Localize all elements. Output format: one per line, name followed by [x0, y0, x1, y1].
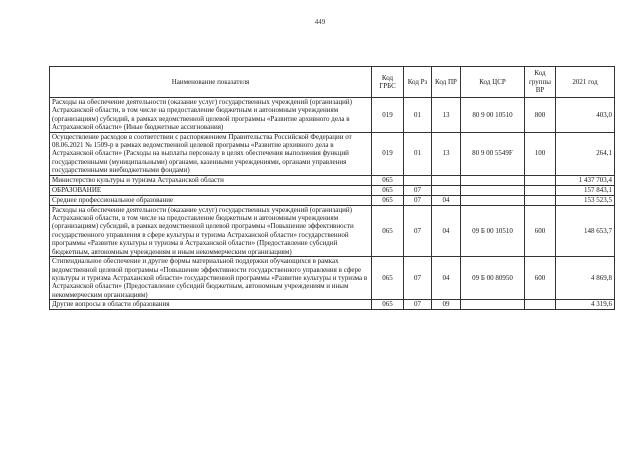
row-rz [404, 175, 432, 185]
header-year: 2021 год [556, 67, 615, 98]
row-name: Стипендиальное обеспечение и другие формы материальной поддержки обучающихся в рамках ведомственной целевой программы «Повышение эффективности государственного управления в сфере культуры и туризма Астраханской области» государственной программы «Развитие культуры и туризма в Астраханской области» (Предоставление субсидий бюджетным, автономным учреждениям и иным некоммерческим организациям) [50, 257, 372, 300]
header-csr: Код ЦСР [461, 67, 525, 98]
table-row [50, 195, 615, 205]
row-amount: 148 653,7 [556, 205, 615, 256]
row-grbs: 065 [372, 257, 404, 300]
row-name: Другие вопросы в области образования [50, 300, 372, 310]
header-vr: Код группы ВР [525, 67, 556, 98]
row-amount: 264,1 [556, 132, 615, 175]
row-grbs: 065 [372, 300, 404, 310]
row-name: Министерство культуры и туризма Астраханской области [50, 175, 372, 185]
row-csr [461, 300, 525, 310]
row-rz: 01 [404, 98, 432, 133]
row-pr: 04 [432, 205, 461, 256]
row-pr [432, 185, 461, 195]
table-row [50, 300, 615, 310]
row-amount: 1 437 703,4 [556, 175, 615, 185]
row-pr: 13 [432, 98, 461, 133]
row-pr: 04 [432, 257, 461, 300]
row-grbs: 065 [372, 175, 404, 185]
row-vr: 600 [525, 205, 556, 256]
row-grbs: 019 [372, 98, 404, 133]
row-name: Среднее профессиональное образование [50, 195, 372, 205]
row-vr [525, 185, 556, 195]
header-name: Наименование показателя [50, 67, 372, 98]
header-rz: Код Рз [404, 67, 432, 98]
row-rz: 07 [404, 300, 432, 310]
row-vr: 100 [525, 132, 556, 175]
row-amount: 153 523,5 [556, 195, 615, 205]
row-vr [525, 300, 556, 310]
table-row [50, 257, 615, 300]
row-csr: 80 9 00 10510 [461, 98, 525, 133]
row-amount: 403,0 [556, 98, 615, 133]
table-row [50, 175, 615, 185]
row-amount: 157 843,1 [556, 185, 615, 195]
row-pr: 13 [432, 132, 461, 175]
row-grbs: 065 [372, 195, 404, 205]
row-amount: 4 869,8 [556, 257, 615, 300]
row-csr: 09 Б 00 80950 [461, 257, 525, 300]
row-vr [525, 195, 556, 205]
budget-table [49, 66, 615, 310]
row-csr [461, 185, 525, 195]
table-row [50, 132, 615, 175]
row-pr: 04 [432, 195, 461, 205]
row-grbs: 065 [372, 205, 404, 256]
table-row [50, 98, 615, 133]
row-csr: 80 9 00 5549F [461, 132, 525, 175]
row-name: Осуществление расходов в соответствии с распоряжением Правительства Российской Федерации от 08.06.2021 № 1509-р в рамках ведомственной целевой программы «Развитие архивного дела в Астраханской области» (Расходы на выплаты персоналу в целях обеспечения выполнения функций государственными (муниципальными) органами, казенными учреждениями, органами управления государственными внебюджетными фондами) [50, 132, 372, 175]
table-row [50, 205, 615, 256]
page-number: 449 [314, 18, 326, 26]
table-row [50, 185, 615, 195]
row-grbs: 019 [372, 132, 404, 175]
row-name: Расходы на обеспечение деятельности (оказание услуг) государственных учреждений (организаций) Астраханской области, в том числе на предоставление бюджетным и автономным учреждениям (организациям) субсидий, в рамках ведомственной целевой программы «Развитие архивного дела в Астраханской области» (Иные бюджетные ассигнования) [50, 98, 372, 133]
row-rz: 07 [404, 257, 432, 300]
row-rz: 07 [404, 205, 432, 256]
row-rz: 01 [404, 132, 432, 175]
header-pr: Код ПР [432, 67, 461, 98]
row-rz: 07 [404, 185, 432, 195]
row-csr: 09 Б 00 10510 [461, 205, 525, 256]
row-vr [525, 175, 556, 185]
row-pr [432, 175, 461, 185]
row-amount: 4 319,6 [556, 300, 615, 310]
row-csr [461, 195, 525, 205]
table-header-row [50, 67, 615, 98]
row-name: Расходы на обеспечение деятельности (оказание услуг) государственных учреждений (организаций) Астраханской области, в том числе на предоставление бюджетным и автономным учреждениям (организациям) субсидий, в рамках ведомственной целевой программы «Повышение эффективности государственного управления в сфере культуры и туризма Астраханской области» государственной программы «Развитие культуры и туризма в Астраханской области» (Предоставление субсидий бюджетным, автономным учреждениям и иным некоммерческим организациям) [50, 205, 372, 256]
row-rz: 07 [404, 195, 432, 205]
row-csr [461, 175, 525, 185]
row-vr: 800 [525, 98, 556, 133]
row-grbs: 065 [372, 185, 404, 195]
row-pr: 09 [432, 300, 461, 310]
header-grbs: Код ГРБС [372, 67, 404, 98]
row-name: ОБРАЗОВАНИЕ [50, 185, 372, 195]
row-vr: 600 [525, 257, 556, 300]
